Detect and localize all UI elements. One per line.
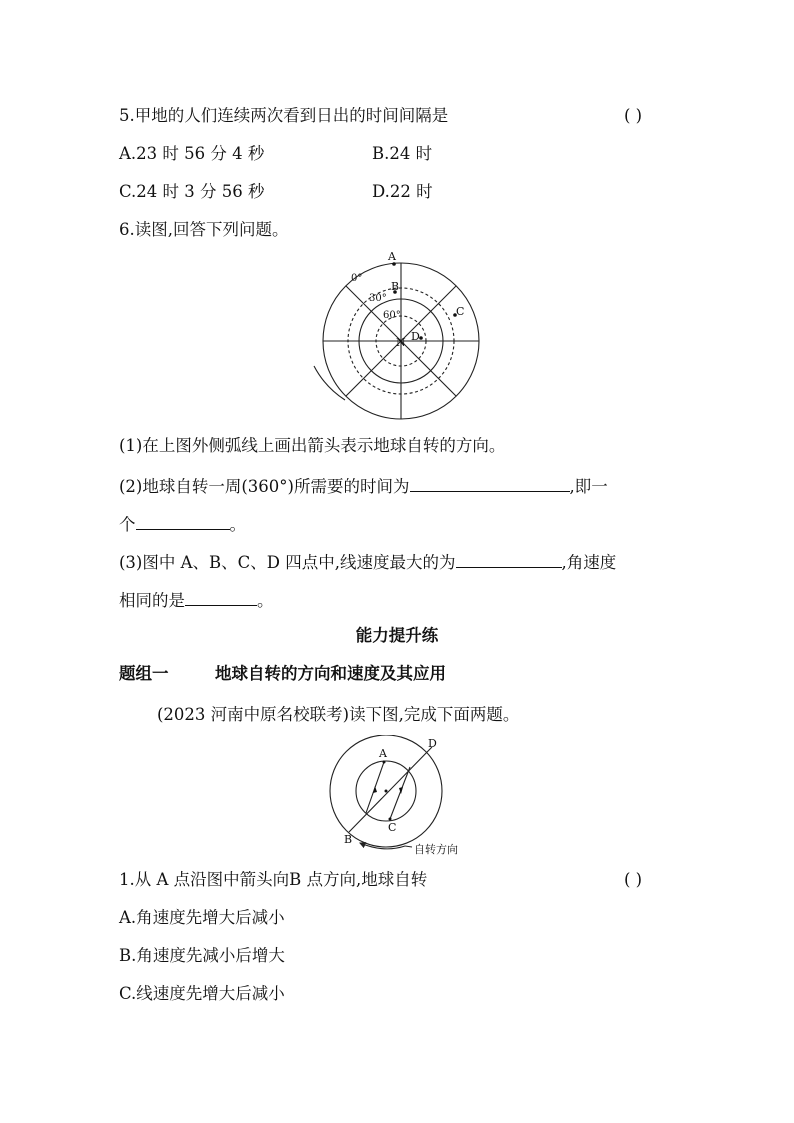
- q6-sub3-blank-1[interactable]: [456, 549, 562, 568]
- q1-answer-bracket[interactable]: ( ): [624, 870, 643, 889]
- q6-stem: 6.读图,回答下列问题。: [119, 220, 289, 239]
- q6-sub3: [119, 549, 616, 574]
- q6-sub3-line2: [119, 587, 274, 612]
- q5-option-a: A.23 时 56 分 4 秒: [119, 144, 265, 163]
- q6-sub2-blank-1[interactable]: [410, 473, 570, 492]
- q5-stem: 5.甲地的人们连续两次看到日出的时间间隔是: [119, 106, 449, 125]
- group-label: 题组一: [119, 664, 169, 683]
- direction-arrow-1: [373, 786, 377, 793]
- line-c-side: [390, 767, 410, 819]
- q6-sub2-line2-text: 个: [119, 515, 136, 534]
- label-d: D: [411, 330, 420, 343]
- group-title: 地球自转的方向和速度及其应用: [215, 664, 446, 683]
- q1-option-c: C.线速度先增大后减小: [119, 984, 285, 1003]
- q5-option-d: D.22 时: [372, 182, 433, 201]
- label-rotation-direction: 自转方向: [414, 843, 458, 856]
- label-a: A: [379, 747, 387, 760]
- q6-sub3-blank-2[interactable]: [185, 587, 257, 606]
- q6-sub1: (1)在上图外侧弧线上画出箭头表示地球自转的方向。: [119, 436, 506, 455]
- q6-sub3-text-after: ,角速度: [561, 553, 617, 572]
- q6-sub2-line2-end: 。: [229, 515, 246, 534]
- q6-sub3-line2-end: 。: [257, 591, 274, 610]
- label-0-degree: 0°: [351, 273, 363, 284]
- q6-sub3-text: (3)图中 A、B、C、D 四点中,线速度最大的为: [119, 553, 456, 572]
- label-north-pole: N: [396, 336, 406, 349]
- label-d: D: [428, 737, 437, 750]
- q1-option-a: A.角速度先增大后减小: [119, 908, 285, 927]
- q5-option-c: C.24 时 3 分 56 秒: [119, 182, 265, 201]
- q5-option-b: B.24 时: [372, 144, 433, 163]
- q6-sub2-line2: [119, 511, 246, 536]
- center-dot: [385, 790, 388, 793]
- q5-answer-bracket[interactable]: ( ): [624, 106, 643, 125]
- label-c: C: [388, 821, 397, 834]
- q1-option-b: B.角速度先减小后增大: [119, 946, 285, 965]
- q6-sub2-blank-2[interactable]: [136, 511, 230, 530]
- q6-sub3-line2-text: 相同的是: [119, 591, 185, 610]
- q6-sub2-text: (2)地球自转一周(360°)所需要的时间为: [119, 477, 410, 496]
- label-a: A: [388, 250, 396, 263]
- rotation-figure: [320, 735, 480, 860]
- label-b: B: [391, 280, 400, 293]
- intro-text: 读下图,完成下面两题。: [349, 705, 520, 724]
- label-60-degree: 60°: [383, 310, 401, 321]
- q6-sub2: [119, 473, 608, 498]
- point-a: [383, 761, 386, 764]
- label-30-degree: 30°: [369, 293, 387, 304]
- polar-view-figure: [305, 248, 495, 428]
- q1-stem: 1.从 A 点沿图中箭头向B 点方向,地球自转: [119, 870, 428, 889]
- q6-sub2-text-after: ,即一: [569, 477, 608, 496]
- label-b: B: [344, 833, 353, 846]
- label-c: C: [456, 305, 465, 318]
- intro-line: [157, 704, 519, 726]
- section-title: 能力提升练: [355, 626, 439, 645]
- intro-source: (2023 河南中原名校联考): [157, 705, 350, 724]
